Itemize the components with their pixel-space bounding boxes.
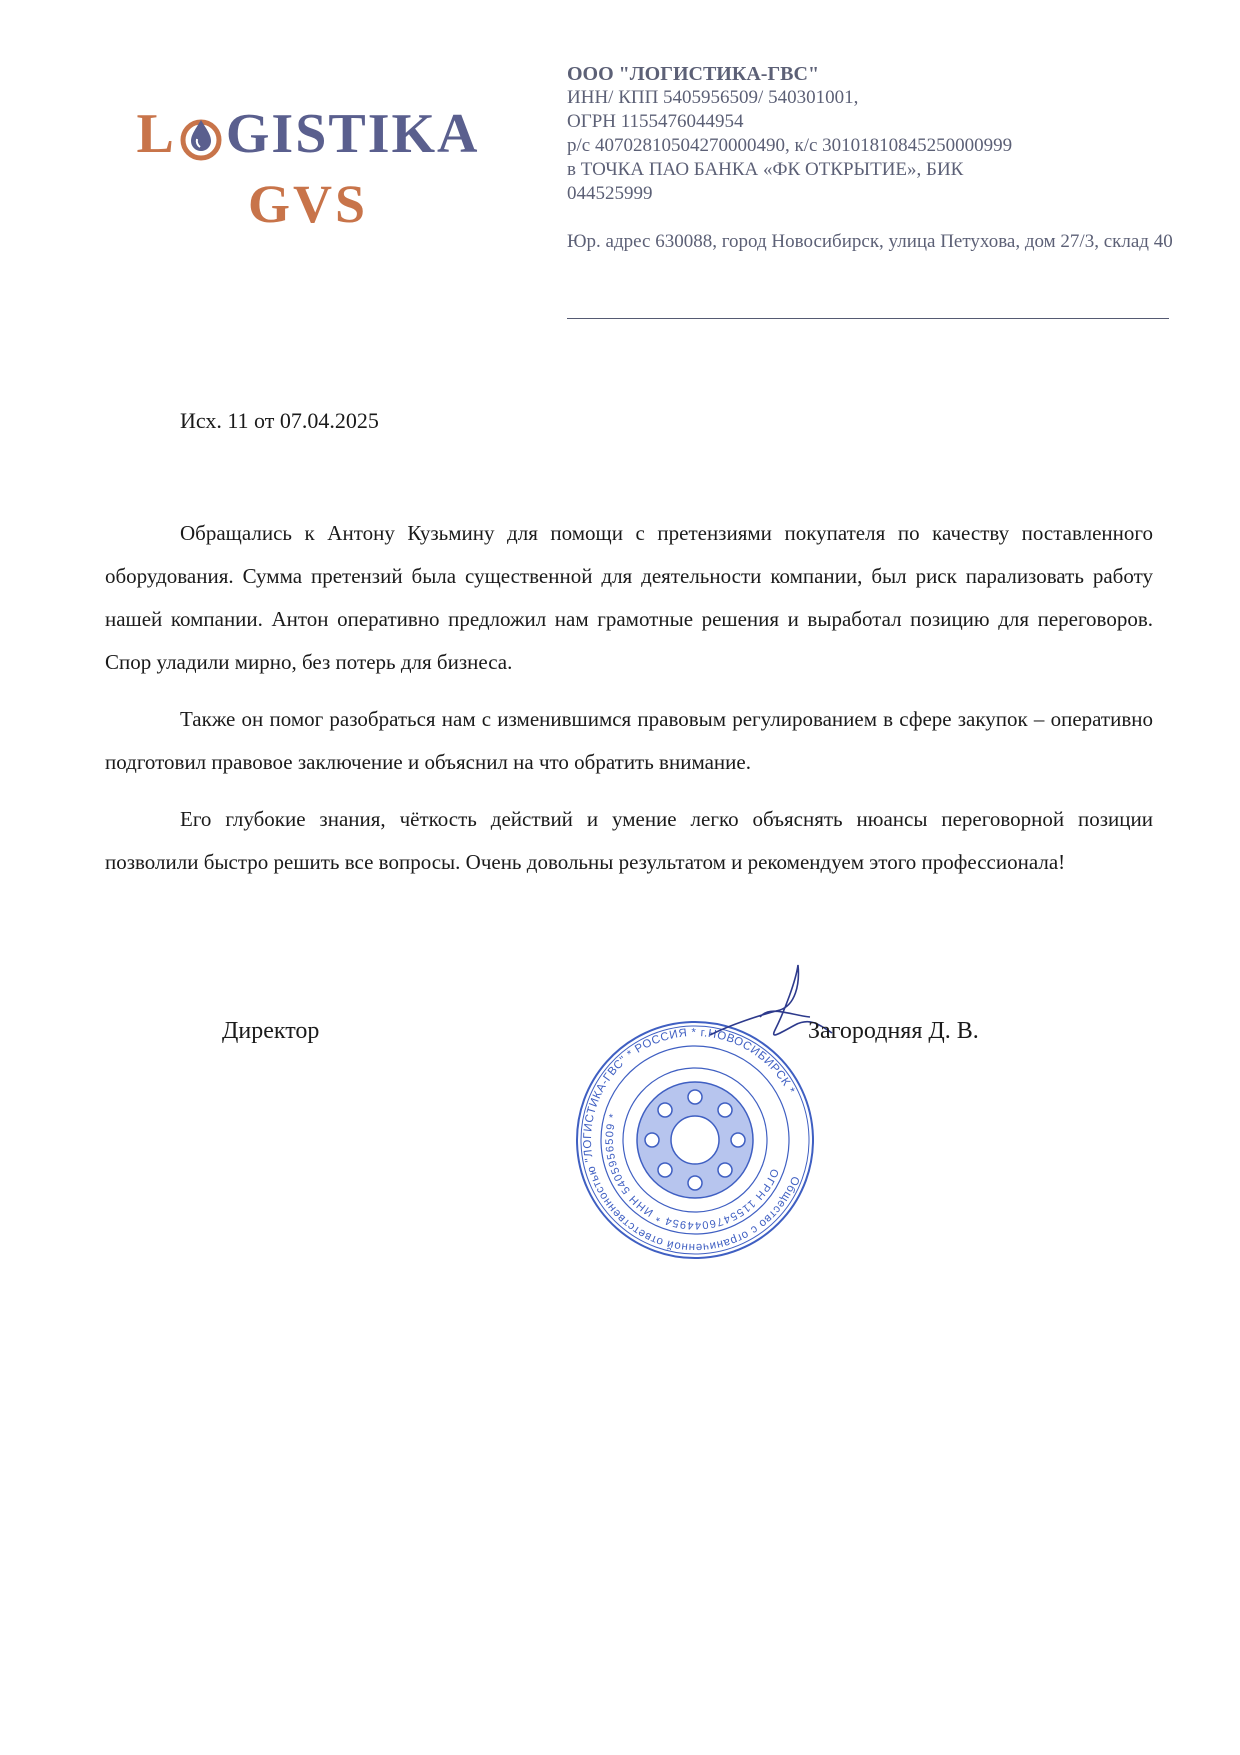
- bank-name: в ТОЧКА ПАО БАНКА «ФК ОТКРЫТИЕ», БИК: [567, 159, 964, 180]
- outgoing-reference: Исх. 11 от 07.04.2025: [180, 408, 379, 433]
- signatory-title: Директор: [222, 1018, 320, 1044]
- signatory-name: Загородняя Д. В.: [808, 1018, 979, 1044]
- legal-address: Юр. адрес 630088, город Новосибирск, улица Петухова, дом 27/3, склад 40: [567, 231, 1173, 252]
- water-drop-icon: [178, 106, 224, 162]
- inn-kpp: ИНН/ КПП 5405956509/ 540301001,: [567, 87, 859, 108]
- bik: 044525999: [567, 183, 653, 204]
- company-logo: [128, 104, 488, 234]
- stamp-outer-text: Общество с ограниченной ответственностью "ЛОГИСТИКА-ГВС" * РОССИЯ * г.НОВОСИБИРСК *: [581, 1026, 802, 1254]
- header-divider: [567, 318, 1169, 319]
- letter-body: [105, 512, 1153, 898]
- stamp-inner-text: ОГРН 1155476044954 * ИНН 5405956509 *: [603, 1111, 781, 1232]
- bank-accounts: р/с 40702810504270000490, к/с 30101810845250000999: [567, 135, 1013, 156]
- logo-word-rest: GISTIKA: [225, 103, 480, 165]
- logo-subword: GVS: [247, 174, 369, 234]
- company-name: ООО "ЛОГИСТИКА-ГВС": [567, 63, 820, 85]
- paragraph-2: Также он помог разобраться нам с изменившимся правовым регулированием в сфере закупок – оперативно подготовил правовое заключение и объяснил на что обратить внимание.: [105, 707, 1153, 774]
- paragraph-1: Обращались к Антону Кузьмину для помощи с претензиями покупателя по качеству поставленного оборудования. Сумма претензий была существенной для деятельности компании, был риск парализовать работу нашей компании. Антон оперативно предложил нам грамотные решения и выработал позицию для переговоров. Спор уладили мирно, без потерь для бизнеса.: [105, 521, 1153, 674]
- logo-wordmark: [128, 104, 488, 164]
- logo-letter-l: L: [136, 103, 176, 165]
- paragraph-3: Его глубокие знания, чёткость действий и умение легко объяснять нюансы переговорной позиции позволили быстро решить все вопросы. Очень довольны результатом и рекомендуем этого профессионала!: [105, 807, 1153, 874]
- company-requisites: [567, 62, 1187, 254]
- ogrn: ОГРН 1155476044954: [567, 111, 744, 132]
